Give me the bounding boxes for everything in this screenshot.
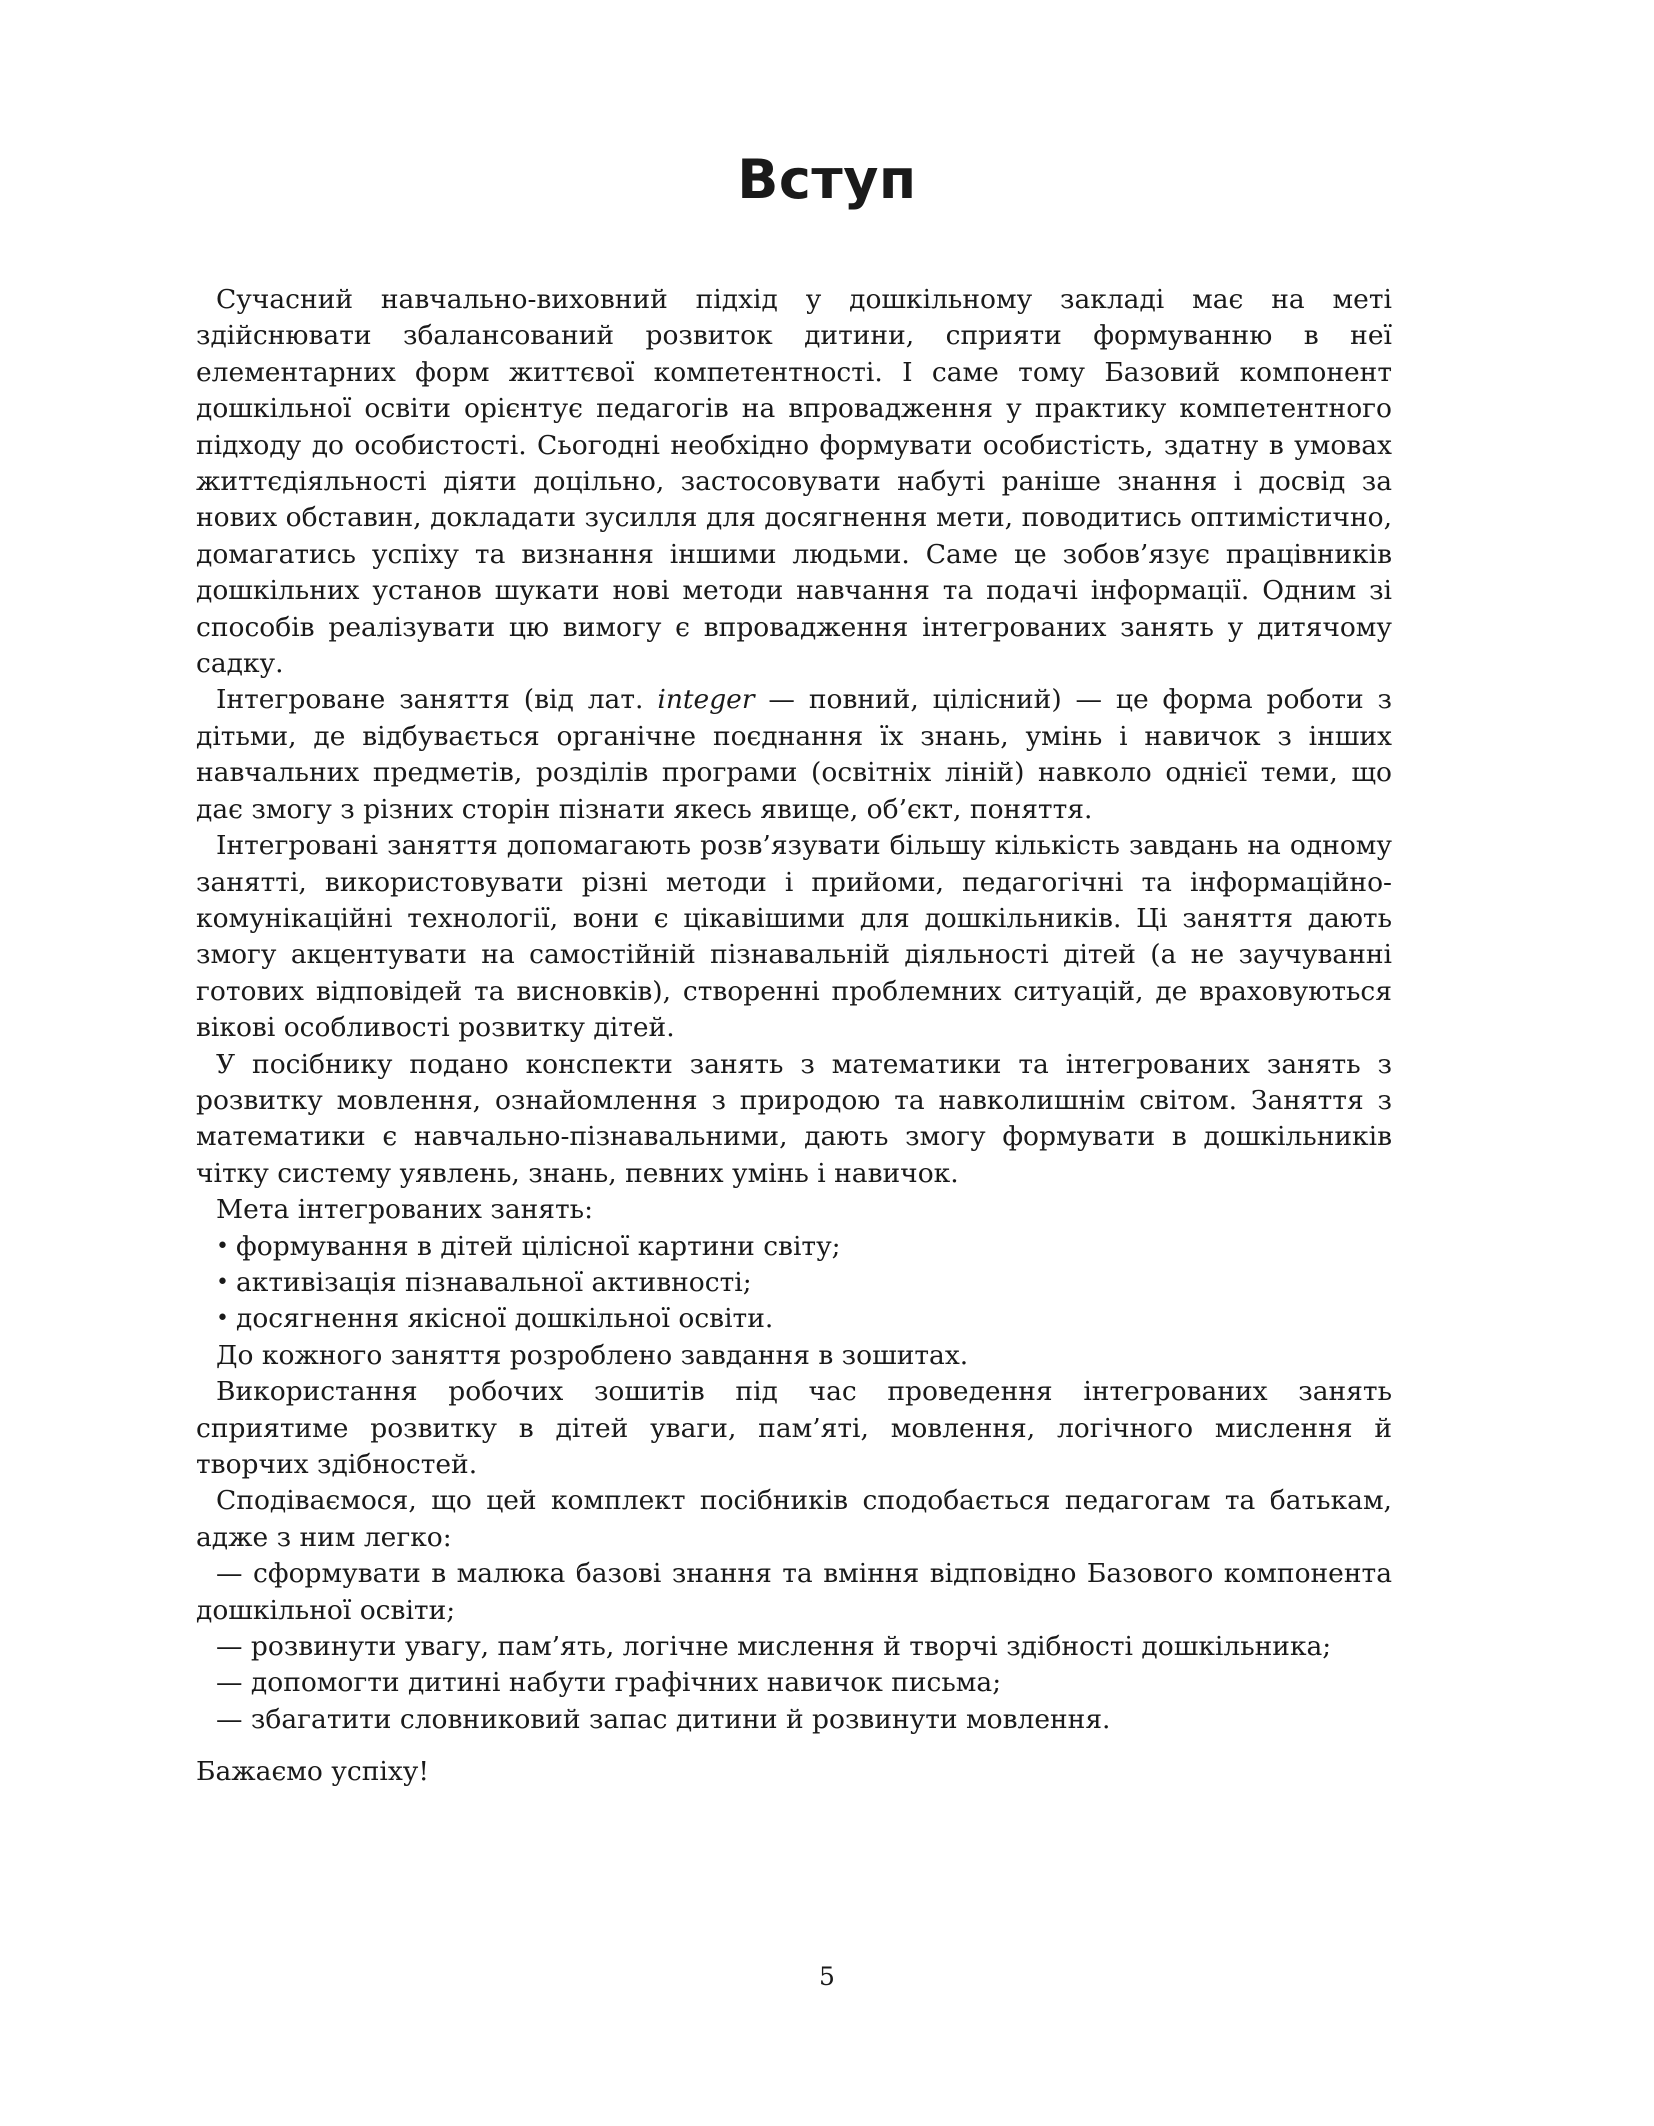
goals-list: [196, 1229, 1392, 1338]
definition-text-start: Інтегроване заняття (від лат.: [216, 684, 658, 716]
goals-list-item: • досягнення якісної дошкільної освіти.: [216, 1301, 1392, 1337]
definition-text-end: — повний, цілісний) — це форма роботи з дітьми, де відбувається органічне поєднання їх знань, умінь і навичок з інших навчальних предметів, розділів програми (освітніх ліній) навколо однієї теми, що дає змогу з різних сторін пізнати якесь явище, об’єкт, поняття.: [196, 684, 1392, 825]
bullet-dot-icon: •: [216, 1306, 229, 1332]
goals-heading: Мета інтегрованих занять:: [216, 1194, 594, 1226]
benefit-item: — сформувати в малюка базові знання та вміння відповідно Базового компонента дошкільної освіти;: [196, 1558, 1392, 1626]
goals-list-item: • активізація пізнавальної активності;: [216, 1265, 1392, 1301]
closing-wish: Бажаємо успіху!: [196, 1756, 430, 1788]
page-title: Вступ: [737, 148, 917, 211]
paragraph-intro: Сучасний навчально-виховний підхід у дошкільному закладі має на меті здійснювати збалансований розвиток дитини, сприяти формуванню в неї елементарних форм життєвої компетентності. І саме тому Базовий компонент дошкільної освіти орієнтує педагогів на впровадження у практику компетентного підходу до особистості. Сьогодні необхідно формувати особистість, здатну в умовах життєдіяльності діяти доцільно, застосовувати набуті раніше знання і досвід за нових обставин, докладати зусилля для досягнення мети, поводитись оптимістично, домагатись успіху та визнання іншими людьми. Саме це зобов’язує працівників дошкільних установ шукати нові методи навчання та подачі інформації. Одним зі способів реалізувати цю вимогу є впровадження інтегрованих занять у дитячому садку.: [196, 284, 1392, 680]
bullet-dot-icon: •: [216, 1269, 229, 1295]
benefit-item: — допомогти дитині набути графічних навичок письма;: [216, 1667, 1002, 1699]
page-number: 5: [819, 1962, 835, 1991]
benefit-item: — збагатити словниковий запас дитини й розвинути мовлення.: [216, 1703, 1111, 1735]
goals-list-item: • формування в дітей цілісної картини світу;: [216, 1229, 1392, 1265]
latin-term: integer: [657, 684, 755, 716]
paragraph-benefits-of-integration: Інтегровані заняття допомагають розв’язувати більшу кількість завдань на одному занятті, використовувати різні методи і прийоми, педагогічні та інформаційно-комунікаційні технології, вони є цікавішими для дошкільників. Ці заняття дають змогу акцентувати на самостійній пізнавальній діяльності дітей (а не заучуванні готових відповідей та висновків), створенні проблемних ситуацій, де враховуються вікові особливості розвитку дітей.: [196, 830, 1392, 1044]
paragraph-workbooks: До кожного заняття розроблено завдання в зошитах.: [216, 1339, 969, 1371]
bullet-dot-icon: •: [216, 1233, 229, 1259]
paragraph-definition: [196, 682, 1392, 828]
body-text: [196, 282, 1392, 1791]
paragraph-manual-contents: У посібнику подано конспекти занять з математики та інтегрованих занять з розвитку мовлення, ознайомлення з природою та навколишнім світом. Заняття з математики є навчально-пізнавальними, дають змогу формувати в дошкільників чітку систему уявлень, знань, певних умінь і навичок.: [196, 1048, 1392, 1189]
paragraph-hope: Сподіваємося, що цей комплект посібників сподобається педагогам та батькам, адже з ним легко:: [196, 1485, 1392, 1553]
benefit-item: — розвинути увагу, пам’ять, логічне мислення й творчі здібності дошкільника;: [216, 1631, 1332, 1663]
paragraph-workbook-usage: Використання робочих зошитів під час проведення інтегрованих занять сприятиме розвитку в дітей уваги, пам’яті, мовлення, логічного мислення й творчих здібностей.: [196, 1376, 1392, 1480]
